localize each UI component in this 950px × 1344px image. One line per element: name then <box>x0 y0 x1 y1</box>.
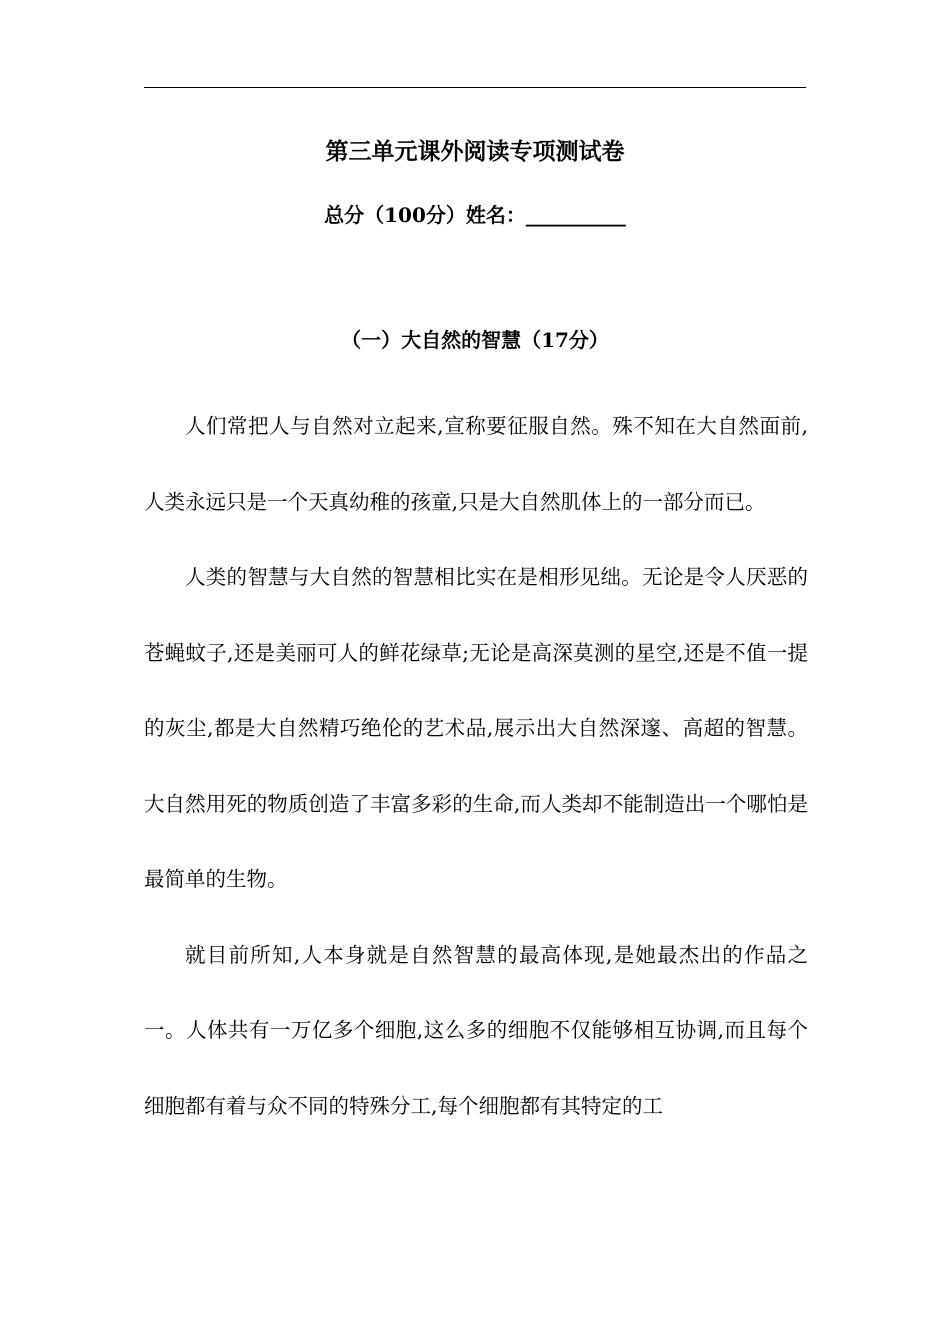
page-title: 第三单元课外阅读专项测试卷 <box>325 138 625 165</box>
score-name-line: 总分（100分）姓名：__________ <box>324 203 626 227</box>
header-rule <box>144 87 806 88</box>
paragraph-1: 人们常把人与自然对立起来,宣称要征服自然。殊不知在大自然面前,人类永远只是一个天真幼稚的孩童,只是大自然肌体上的一部分而已。 <box>144 414 808 514</box>
paragraph-2: 人类的智慧与大自然的智慧相比实在是相形见绌。无论是令人厌恶的苍蝇蚊子,还是美丽可人的鲜花绿草;无论是高深莫测的星空,还是不值一提的灰尘,都是大自然精巧绝伦的艺术品,展示出大自然深邃、高超的智慧。大自然用死的物质创造了丰富多彩的生命,而人类却不能制造出一个哪怕是最简单的生物。 <box>144 565 808 891</box>
paragraph-3: 就目前所知,人本身就是自然智慧的最高体现,是她最杰出的作品之一。人体共有一万亿多个细胞,这么多的细胞不仅能够相互协调,而且每个细胞都有着与众不同的特殊分工,每个细胞都有其特定的工 <box>144 942 808 1118</box>
passage-body <box>144 389 808 1144</box>
section-title: （一）大自然的智慧（17分） <box>341 328 609 352</box>
